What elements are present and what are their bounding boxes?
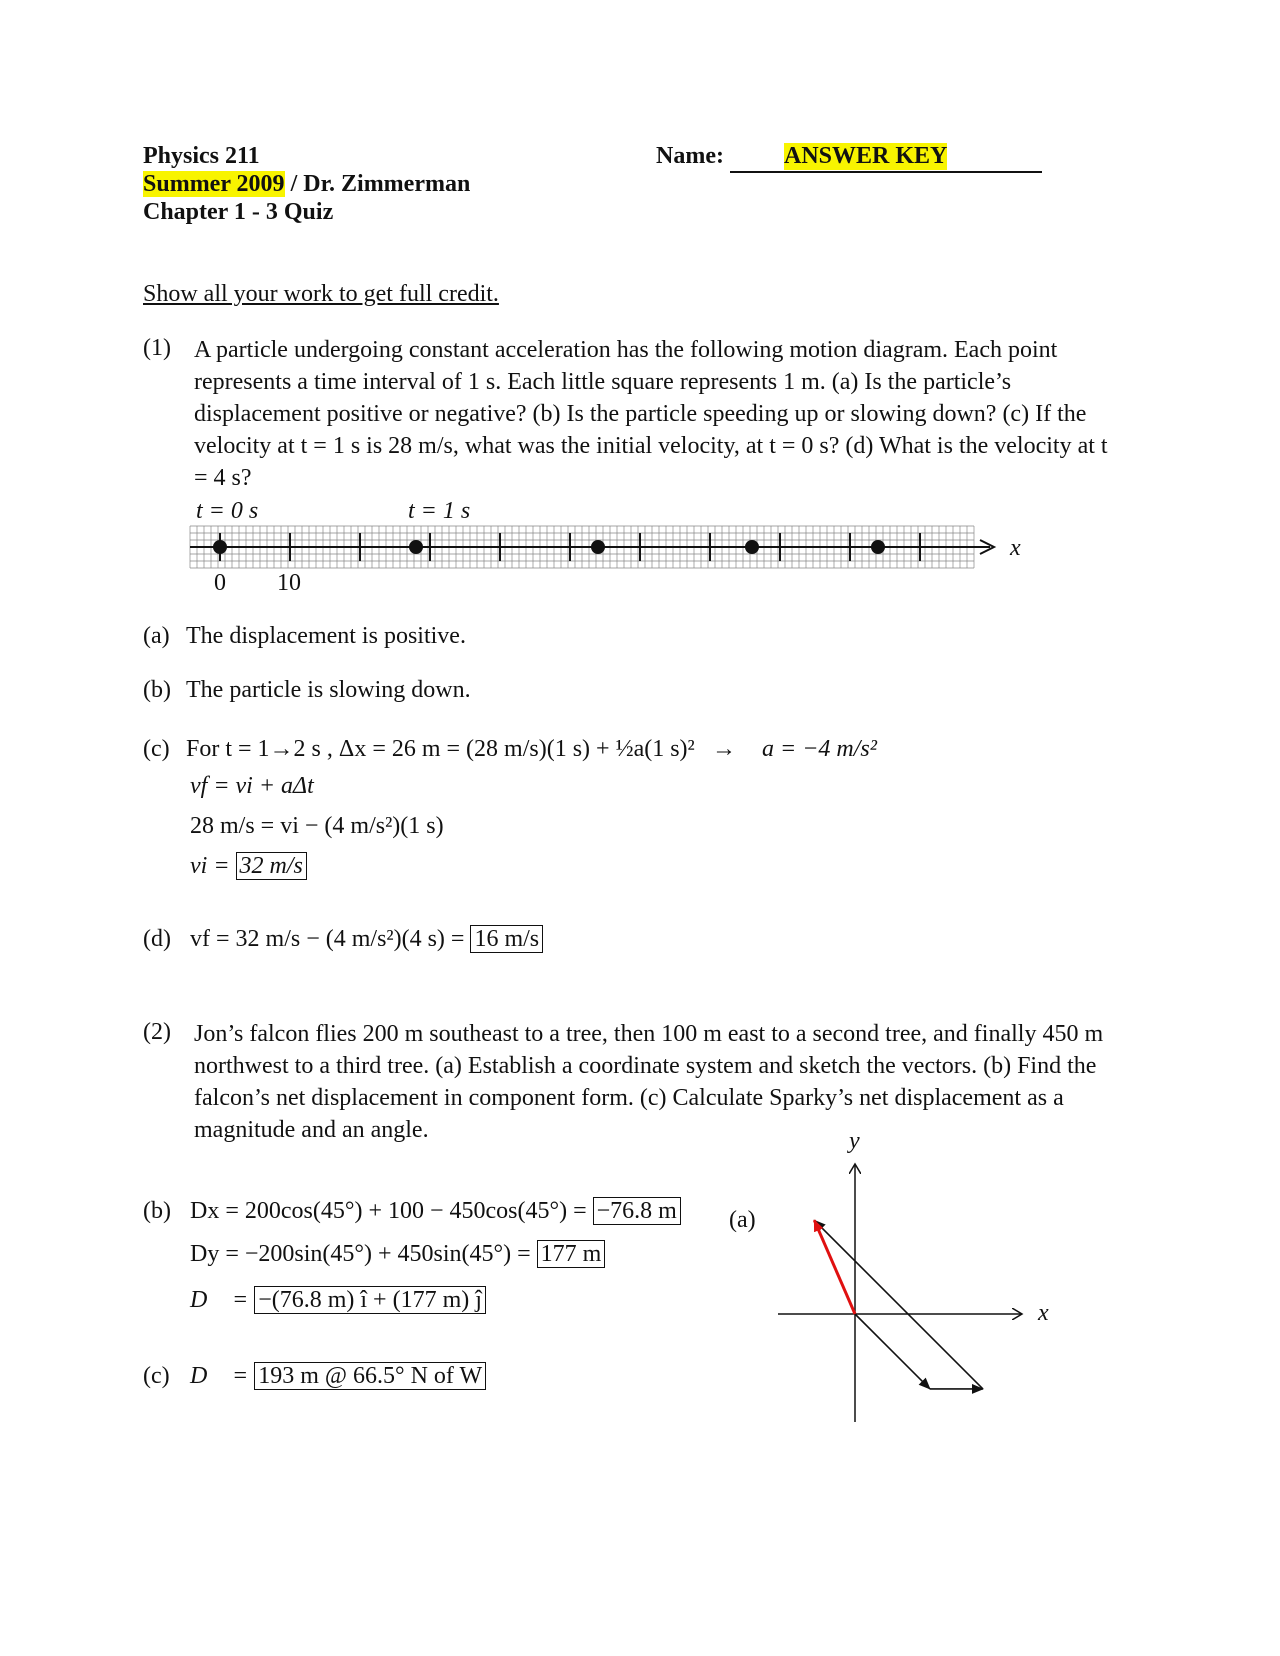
q1c-equation-1: For t = 1→2 s , Δx = 26 m = (28 m/s)(1 s) + ½a(1 s)² xyxy=(186,736,695,762)
name-field xyxy=(730,143,1042,173)
tick-label-0: 0 xyxy=(214,570,226,596)
dy-answer-box: 177 m xyxy=(537,1240,606,1268)
motion-point xyxy=(213,540,227,554)
quiz-title: Chapter 1 - 3 Quiz xyxy=(143,199,334,225)
vector-northwest xyxy=(814,1220,983,1389)
q1c-arrow: → xyxy=(712,736,736,762)
q1c-equation-3: 28 m/s = vi − (4 m/s²)(1 s) xyxy=(190,813,444,839)
name-label: Name: xyxy=(656,143,724,169)
instructions: Show all your work to get full credit. xyxy=(143,281,499,307)
motion-point xyxy=(591,540,605,554)
d-vector-box: −(76.8 m) î + (177 m) ĵ xyxy=(254,1286,486,1314)
q1-text: A particle undergoing constant acceleration has the following motion diagram. Each point represents a time interval of 1 s. Each little square represents 1 m. (a) Is the particle’s displacement positive or negative? (b) Is the particle speeding up or slowing down? (c) If the velocity at t = 1 s is 28 m/s, what was the initial velocity, at t = 0 s? (d) What is the velocity at t = 4 s? xyxy=(194,337,1108,491)
course-title: Physics 211 xyxy=(143,143,260,169)
q1-number: (1) xyxy=(143,335,171,361)
q2b-vector xyxy=(190,1287,486,1314)
vector-net xyxy=(814,1220,855,1314)
q1a-answer: The displacement is positive. xyxy=(186,623,466,649)
vectors xyxy=(814,1220,983,1389)
q2-number: (2) xyxy=(143,1019,171,1045)
vector-sketch xyxy=(770,1150,1070,1440)
q2c-answer xyxy=(190,1363,486,1390)
q2a-label: (a) xyxy=(729,1207,756,1233)
q1d-answer-box: 16 m/s xyxy=(470,925,543,953)
q2b-label: (b) xyxy=(143,1198,171,1224)
tick-label-10: 10 xyxy=(277,570,301,596)
dy-equation: Dy = −200sin(45°) + 450sin(45°) = xyxy=(190,1241,531,1267)
instructor: / Dr. Zimmerman xyxy=(284,171,471,197)
q1c-vi-lhs: vi = xyxy=(190,853,230,879)
q1d-eq: vf = 32 m/s − (4 m/s²)(4 s) = xyxy=(190,926,465,952)
q2b-dy xyxy=(190,1241,605,1268)
q1b-label: (b) xyxy=(143,677,171,703)
q1c-equation-2: vf = vi + aΔt xyxy=(190,773,314,799)
q2-text: Jon’s falcon flies 200 m southeast to a tree, then 100 m east to a second tree, and finally 450 m northwest to a third tree. (a) Establish a coordinate system and sketch the vectors. (b) Find the falcon’s net displacement in component form. (c) Calculate Sparky’s net displacement as a magnitude and an angle. xyxy=(194,1021,1104,1143)
q1a-label: (a) xyxy=(143,623,170,649)
q1d-equation xyxy=(190,926,543,953)
q1b-answer: The particle is slowing down. xyxy=(186,677,471,703)
dx-equation: Dx = 200cos(45°) + 100 − 450cos(45°) = xyxy=(190,1198,587,1224)
q2b-dx xyxy=(190,1198,681,1225)
motion-diagram xyxy=(180,520,1040,574)
name-value: ANSWER KEY xyxy=(784,143,948,169)
d-vector-lhs: D⃗ = xyxy=(190,1287,249,1313)
q1c-label: (c) xyxy=(143,736,170,762)
term-highlight: Summer 2009 xyxy=(143,171,285,197)
axis-label-x: x xyxy=(1038,1300,1049,1326)
label-t0: t = 0 s xyxy=(196,498,259,524)
q1c-answer-box: 32 m/s xyxy=(236,852,307,880)
q1d-label: (d) xyxy=(143,926,171,952)
q1c-equation-4 xyxy=(190,853,307,880)
axis-label-y: y xyxy=(849,1128,860,1154)
label-t1: t = 1 s xyxy=(408,498,471,524)
q2c-lhs: D⃗ = xyxy=(190,1363,249,1389)
motion-point xyxy=(745,540,759,554)
course-term xyxy=(143,171,470,198)
dx-answer-box: −76.8 m xyxy=(593,1197,681,1225)
q1c-acceleration: a = −4 m/s² xyxy=(762,736,877,762)
q2c-label: (c) xyxy=(143,1363,170,1389)
x-axis-label: x xyxy=(1010,535,1021,561)
motion-point xyxy=(871,540,885,554)
q2c-answer-box: 193 m @ 66.5° N of W xyxy=(254,1362,486,1390)
motion-point xyxy=(409,540,423,554)
